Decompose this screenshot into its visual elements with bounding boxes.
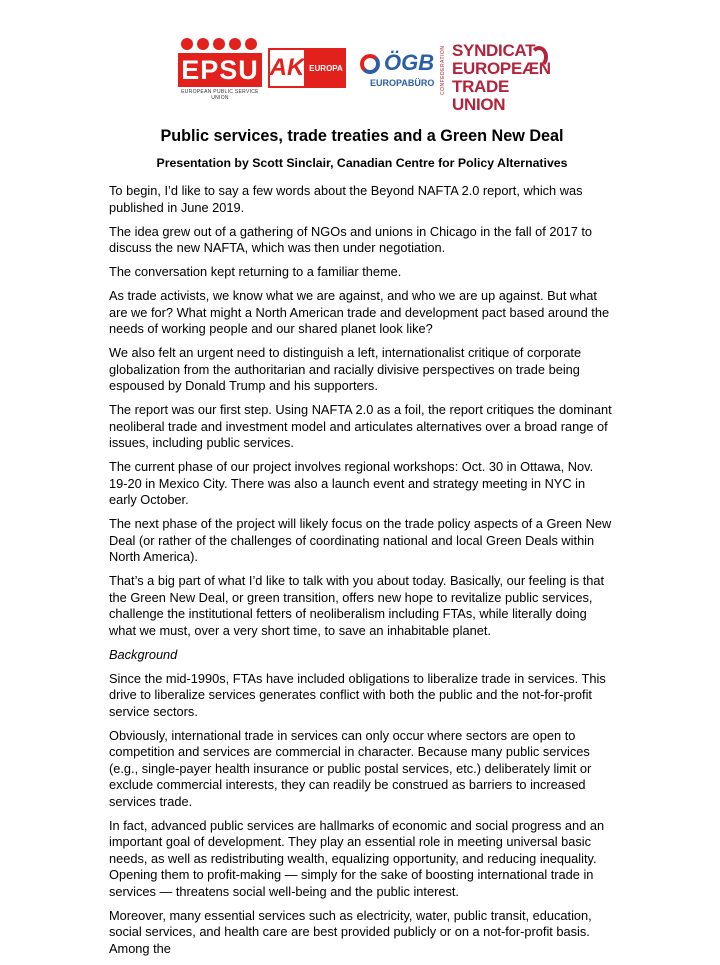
epsu-dots: [181, 38, 257, 50]
partner-logos: [178, 38, 551, 114]
paragraph: Moreover, many essential services such as electricity, water, public transit, education, social services, and health care are best provided publicly or on a not-for-profit basis. Among the: [109, 907, 592, 956]
ogb-logo-label: EUROPABÜRO: [370, 78, 435, 88]
paragraph: That’s a big part of what I’d like to talk with you about today. Basically, our feeling is that the Green New Deal, or green transition, offers new hope to revitalize public services, challenge the institutional fetters of neoliberalism including FTAs, while literally doing what we must, over a very short time, to save an inhabitable planet.: [109, 573, 605, 638]
document-body: [109, 118, 615, 965]
ogb-circle-icon: [360, 54, 380, 74]
paragraph: The next phase of the project will likely focus on the trade policy aspects of a Green New Deal (or rather of the challenges of coordinating national and local Green Deals within North America).: [109, 516, 612, 564]
paragraph: To begin, I’d like to say a few words about the Beyond NAFTA 2.0 report, which was published in June 2019.: [109, 183, 583, 215]
epsu-dot: [197, 38, 209, 50]
paragraph: We also felt an urgent need to distinguish a left, internationalist critique of corporate globalization from the authoritarian and racially divisive perspectives on trade being espoused by Donald Trump and his supporters.: [109, 345, 582, 393]
paragraph: In fact, advanced public services are hallmarks of economic and social progress and an important goal of development. They play an essential role in meeting universal basic needs, as well as redistributing wealth, equalizing opportunity, and reducing inequality. Opening them to profit-making — simply for the sake of boosting international trade in services — threatens social well-being and the public interest.: [109, 817, 605, 899]
etuc-logo-vertical-text: CONFEDERATION: [440, 45, 446, 95]
etuc-logo: [440, 41, 551, 114]
epsu-logo-text: EPSU: [178, 53, 262, 87]
etuc-swoosh-icon: [530, 46, 548, 68]
etuc-logo-line: EUROPEÆN: [452, 59, 551, 78]
ak-logo-mark: AK: [268, 48, 306, 88]
document-title: Public services, trade treaties and a Green New Deal: [160, 127, 564, 145]
epsu-dot: [245, 38, 257, 50]
paragraph: Obviously, international trade in services can only occur where sectors are open to competition and services are commercial in character. Because many public services (e.g., single-payer health insurance or public postal services, etc.) deliberately limit or exclude commercial interests, they can readily be construed as barriers to increased services trade.: [109, 727, 592, 809]
etuc-logo-line: TRADE UNION: [452, 77, 510, 114]
ogb-logo: [360, 50, 440, 90]
ak-europa-logo: [268, 48, 346, 88]
paragraph: The conversation kept returning to a familiar theme.: [109, 264, 402, 279]
epsu-dot: [213, 38, 225, 50]
epsu-dot: [229, 38, 241, 50]
document-subtitle: Presentation by Scott Sinclair, Canadian Centre for Policy Alternatives: [156, 156, 568, 170]
paragraph: As trade activists, we know what we are against, and who we are up against. But what are we for? What might a North American trade and development pact based around the needs of working people and our shared planet look like?: [109, 288, 610, 336]
ogb-logo-name: ÖGB: [384, 50, 435, 75]
paragraph: The current phase of our project involves regional workshops: Oct. 30 in Ottawa, Nov. 19-20 in Mexico City. There was also a launch event and strategy meeting in NYC in early October.: [109, 459, 594, 507]
section-heading: Background: [109, 646, 178, 662]
etuc-logo-line: SYNDICAT: [452, 41, 536, 60]
epsu-logo: [178, 38, 262, 100]
paragraph: The idea grew out of a gathering of NGOs and unions in Chicago in the fall of 2017 to discuss the new NAFTA, which was then under negotiation.: [109, 223, 593, 255]
ak-logo-label: EUROPA: [306, 48, 346, 88]
paragraph: Since the mid-1990s, FTAs have included obligations to liberalize trade in services. This drive to liberalize services generates conflict with both the public and the not-for-profit service sectors.: [109, 670, 606, 719]
paragraph: The report was our first step. Using NAFTA 2.0 as a foil, the report critiques the dominant neoliberal trade and investment model and articulates alternatives over a broad range of issues, including public services.: [109, 402, 612, 450]
epsu-logo-subtitle: EUROPEAN PUBLIC SERVICE UNION: [181, 89, 259, 101]
epsu-dot: [181, 38, 193, 50]
